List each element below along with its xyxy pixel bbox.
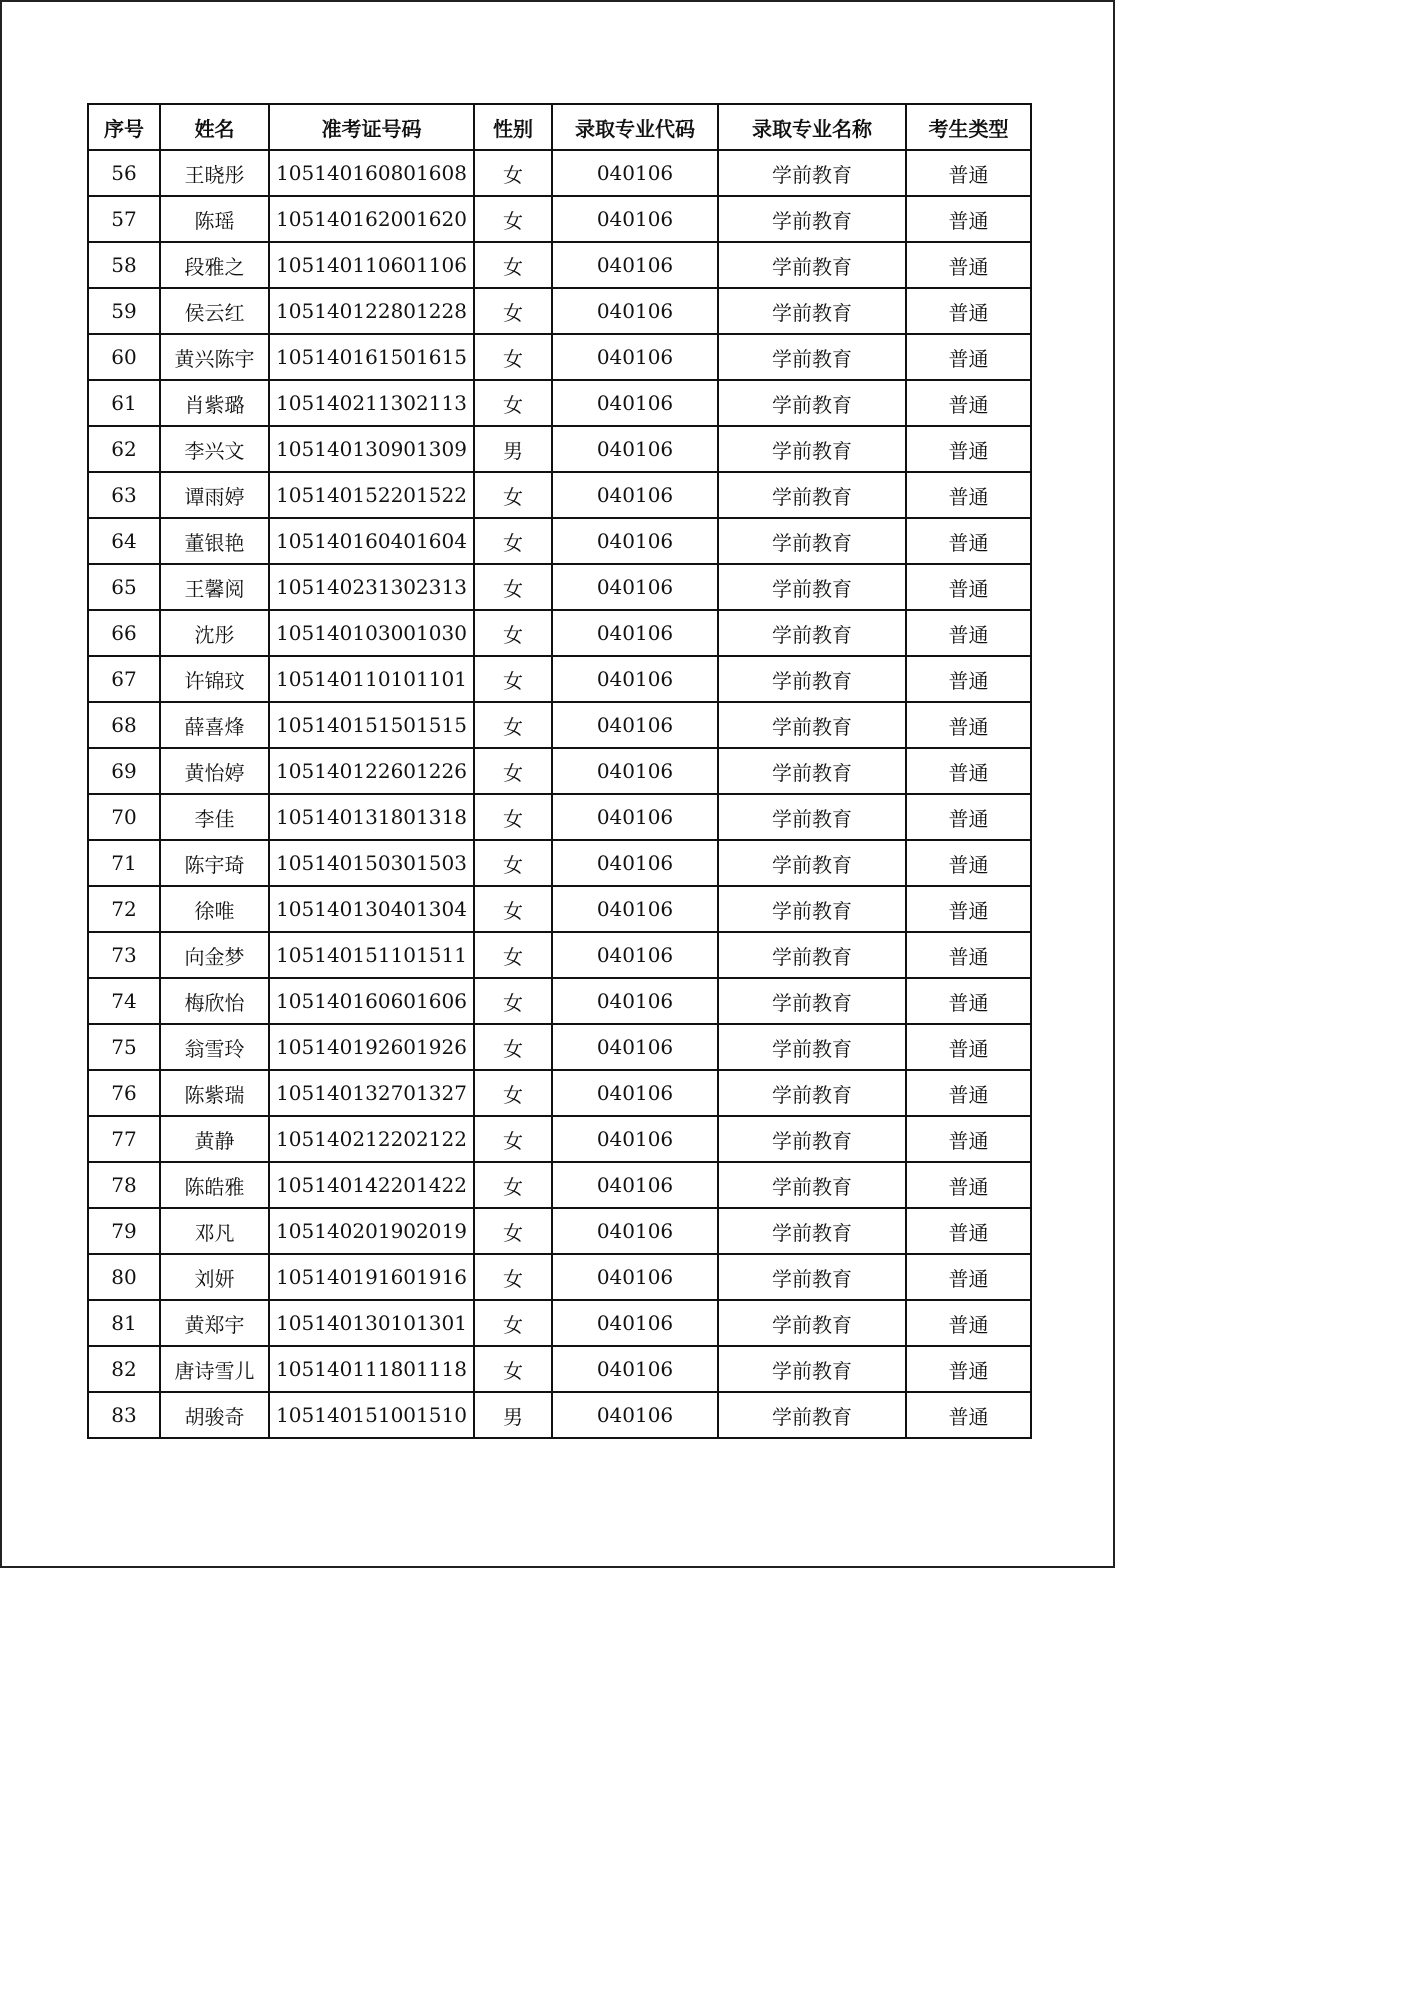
table-row — [88, 702, 1031, 748]
exam-ticket-number-cell: 105140132701327 — [269, 1070, 474, 1116]
candidate-type-cell: 普通 — [906, 978, 1031, 1024]
name-cell: 黄郑宇 — [160, 1300, 269, 1346]
exam-ticket-number-cell: 105140160601606 — [269, 978, 474, 1024]
major-name-cell: 学前教育 — [718, 242, 906, 288]
gender-cell: 女 — [474, 978, 552, 1024]
major-name-cell: 学前教育 — [718, 288, 906, 334]
admission-table — [87, 103, 1032, 1439]
name-cell: 董银艳 — [160, 518, 269, 564]
header-candidate-type: 考生类型 — [906, 104, 1031, 150]
major-name-cell: 学前教育 — [718, 196, 906, 242]
major-name-cell: 学前教育 — [718, 518, 906, 564]
major-name-cell: 学前教育 — [718, 702, 906, 748]
name-cell: 李兴文 — [160, 426, 269, 472]
major-code-cell: 040106 — [552, 748, 718, 794]
major-code-cell: 040106 — [552, 242, 718, 288]
candidate-type-cell: 普通 — [906, 610, 1031, 656]
serial-number-cell: 58 — [88, 242, 160, 288]
gender-cell: 女 — [474, 472, 552, 518]
major-name-cell: 学前教育 — [718, 610, 906, 656]
serial-number-cell: 73 — [88, 932, 160, 978]
serial-number-cell: 83 — [88, 1392, 160, 1438]
serial-number-cell: 65 — [88, 564, 160, 610]
serial-number-cell: 70 — [88, 794, 160, 840]
exam-ticket-number-cell: 105140160801608 — [269, 150, 474, 196]
exam-ticket-number-cell: 105140150301503 — [269, 840, 474, 886]
gender-cell: 女 — [474, 288, 552, 334]
name-cell: 陈紫瑞 — [160, 1070, 269, 1116]
serial-number-cell: 60 — [88, 334, 160, 380]
exam-ticket-number-cell: 105140161501615 — [269, 334, 474, 380]
table-row — [88, 840, 1031, 886]
serial-number-cell: 72 — [88, 886, 160, 932]
serial-number-cell: 66 — [88, 610, 160, 656]
major-name-cell: 学前教育 — [718, 1024, 906, 1070]
candidate-type-cell: 普通 — [906, 1392, 1031, 1438]
table-row — [88, 748, 1031, 794]
header-row — [88, 104, 1031, 150]
major-name-cell: 学前教育 — [718, 1346, 906, 1392]
header-name: 姓名 — [160, 104, 269, 150]
gender-cell: 女 — [474, 1300, 552, 1346]
major-name-cell: 学前教育 — [718, 150, 906, 196]
serial-number-cell: 81 — [88, 1300, 160, 1346]
gender-cell: 男 — [474, 1392, 552, 1438]
serial-number-cell: 79 — [88, 1208, 160, 1254]
candidate-type-cell: 普通 — [906, 426, 1031, 472]
exam-ticket-number-cell: 105140110101101 — [269, 656, 474, 702]
exam-ticket-number-cell: 105140122801228 — [269, 288, 474, 334]
major-code-cell: 040106 — [552, 1392, 718, 1438]
gender-cell: 女 — [474, 748, 552, 794]
serial-number-cell: 76 — [88, 1070, 160, 1116]
major-name-cell: 学前教育 — [718, 1392, 906, 1438]
exam-ticket-number-cell: 105140192601926 — [269, 1024, 474, 1070]
major-name-cell: 学前教育 — [718, 1300, 906, 1346]
candidate-type-cell: 普通 — [906, 242, 1031, 288]
gender-cell: 女 — [474, 380, 552, 426]
gender-cell: 女 — [474, 1254, 552, 1300]
candidate-type-cell: 普通 — [906, 702, 1031, 748]
serial-number-cell: 59 — [88, 288, 160, 334]
major-name-cell: 学前教育 — [718, 656, 906, 702]
exam-ticket-number-cell: 105140130401304 — [269, 886, 474, 932]
gender-cell: 女 — [474, 518, 552, 564]
exam-ticket-number-cell: 105140111801118 — [269, 1346, 474, 1392]
major-name-cell: 学前教育 — [718, 1162, 906, 1208]
major-code-cell: 040106 — [552, 288, 718, 334]
candidate-type-cell: 普通 — [906, 1116, 1031, 1162]
major-code-cell: 040106 — [552, 656, 718, 702]
candidate-type-cell: 普通 — [906, 748, 1031, 794]
name-cell: 肖紫璐 — [160, 380, 269, 426]
table-row — [88, 288, 1031, 334]
serial-number-cell: 67 — [88, 656, 160, 702]
name-cell: 谭雨婷 — [160, 472, 269, 518]
exam-ticket-number-cell: 105140151501515 — [269, 702, 474, 748]
exam-ticket-number-cell: 105140131801318 — [269, 794, 474, 840]
candidate-type-cell: 普通 — [906, 334, 1031, 380]
candidate-type-cell: 普通 — [906, 518, 1031, 564]
name-cell: 黄静 — [160, 1116, 269, 1162]
table-row — [88, 564, 1031, 610]
major-code-cell: 040106 — [552, 472, 718, 518]
gender-cell: 女 — [474, 1162, 552, 1208]
serial-number-cell: 56 — [88, 150, 160, 196]
gender-cell: 女 — [474, 242, 552, 288]
serial-number-cell: 68 — [88, 702, 160, 748]
table-row — [88, 656, 1031, 702]
major-code-cell: 040106 — [552, 1208, 718, 1254]
serial-number-cell: 82 — [88, 1346, 160, 1392]
major-name-cell: 学前教育 — [718, 1116, 906, 1162]
major-name-cell: 学前教育 — [718, 334, 906, 380]
name-cell: 王晓彤 — [160, 150, 269, 196]
table-row — [88, 794, 1031, 840]
exam-ticket-number-cell: 105140122601226 — [269, 748, 474, 794]
name-cell: 陈皓雅 — [160, 1162, 269, 1208]
exam-ticket-number-cell: 105140130101301 — [269, 1300, 474, 1346]
serial-number-cell: 57 — [88, 196, 160, 242]
exam-ticket-number-cell: 105140130901309 — [269, 426, 474, 472]
candidate-type-cell: 普通 — [906, 1024, 1031, 1070]
candidate-type-cell: 普通 — [906, 840, 1031, 886]
table-body — [88, 150, 1031, 1438]
major-name-cell: 学前教育 — [718, 1070, 906, 1116]
gender-cell: 女 — [474, 1208, 552, 1254]
serial-number-cell: 69 — [88, 748, 160, 794]
major-name-cell: 学前教育 — [718, 748, 906, 794]
major-name-cell: 学前教育 — [718, 932, 906, 978]
major-name-cell: 学前教育 — [718, 1254, 906, 1300]
candidate-type-cell: 普通 — [906, 196, 1031, 242]
table-row — [88, 1392, 1031, 1438]
major-name-cell: 学前教育 — [718, 978, 906, 1024]
name-cell: 唐诗雪儿 — [160, 1346, 269, 1392]
major-code-cell: 040106 — [552, 334, 718, 380]
name-cell: 陈瑶 — [160, 196, 269, 242]
exam-ticket-number-cell: 105140160401604 — [269, 518, 474, 564]
name-cell: 王馨阅 — [160, 564, 269, 610]
candidate-type-cell: 普通 — [906, 1162, 1031, 1208]
major-code-cell: 040106 — [552, 426, 718, 472]
gender-cell: 女 — [474, 610, 552, 656]
major-code-cell: 040106 — [552, 518, 718, 564]
candidate-type-cell: 普通 — [906, 288, 1031, 334]
candidate-type-cell: 普通 — [906, 380, 1031, 426]
major-code-cell: 040106 — [552, 1346, 718, 1392]
major-code-cell: 040106 — [552, 932, 718, 978]
gender-cell: 女 — [474, 794, 552, 840]
major-code-cell: 040106 — [552, 840, 718, 886]
serial-number-cell: 75 — [88, 1024, 160, 1070]
header-gender: 性别 — [474, 104, 552, 150]
candidate-type-cell: 普通 — [906, 564, 1031, 610]
name-cell: 许锦玟 — [160, 656, 269, 702]
table-row — [88, 334, 1031, 380]
exam-ticket-number-cell: 105140201902019 — [269, 1208, 474, 1254]
candidate-type-cell: 普通 — [906, 886, 1031, 932]
major-code-cell: 040106 — [552, 978, 718, 1024]
gender-cell: 女 — [474, 1070, 552, 1116]
candidate-type-cell: 普通 — [906, 932, 1031, 978]
major-code-cell: 040106 — [552, 564, 718, 610]
table-row — [88, 1300, 1031, 1346]
name-cell: 段雅之 — [160, 242, 269, 288]
major-code-cell: 040106 — [552, 1070, 718, 1116]
table-row — [88, 1208, 1031, 1254]
table-row — [88, 978, 1031, 1024]
exam-ticket-number-cell: 105140212202122 — [269, 1116, 474, 1162]
table-row — [88, 150, 1031, 196]
major-code-cell: 040106 — [552, 794, 718, 840]
name-cell: 刘妍 — [160, 1254, 269, 1300]
table-row — [88, 1162, 1031, 1208]
major-name-cell: 学前教育 — [718, 840, 906, 886]
header-major-name: 录取专业名称 — [718, 104, 906, 150]
major-name-cell: 学前教育 — [718, 794, 906, 840]
major-code-cell: 040106 — [552, 610, 718, 656]
gender-cell: 女 — [474, 1346, 552, 1392]
table-row — [88, 1346, 1031, 1392]
exam-ticket-number-cell: 105140151101511 — [269, 932, 474, 978]
major-name-cell: 学前教育 — [718, 564, 906, 610]
major-code-cell: 040106 — [552, 150, 718, 196]
exam-ticket-number-cell: 105140211302113 — [269, 380, 474, 426]
exam-ticket-number-cell: 105140231302313 — [269, 564, 474, 610]
table-row — [88, 886, 1031, 932]
name-cell: 翁雪玲 — [160, 1024, 269, 1070]
name-cell: 黄兴陈宇 — [160, 334, 269, 380]
exam-ticket-number-cell: 105140191601916 — [269, 1254, 474, 1300]
gender-cell: 女 — [474, 150, 552, 196]
exam-ticket-number-cell: 105140151001510 — [269, 1392, 474, 1438]
name-cell: 黄怡婷 — [160, 748, 269, 794]
major-name-cell: 学前教育 — [718, 1208, 906, 1254]
table-row — [88, 1024, 1031, 1070]
exam-ticket-number-cell: 105140142201422 — [269, 1162, 474, 1208]
header-major-code: 录取专业代码 — [552, 104, 718, 150]
table-row — [88, 196, 1031, 242]
serial-number-cell: 78 — [88, 1162, 160, 1208]
candidate-type-cell: 普通 — [906, 656, 1031, 702]
name-cell: 邓凡 — [160, 1208, 269, 1254]
candidate-type-cell: 普通 — [906, 472, 1031, 518]
table-row — [88, 242, 1031, 288]
table-row — [88, 1070, 1031, 1116]
name-cell: 沈彤 — [160, 610, 269, 656]
header-serial-number: 序号 — [88, 104, 160, 150]
major-name-cell: 学前教育 — [718, 380, 906, 426]
candidate-type-cell: 普通 — [906, 1300, 1031, 1346]
major-code-cell: 040106 — [552, 196, 718, 242]
name-cell: 侯云红 — [160, 288, 269, 334]
major-code-cell: 040106 — [552, 1254, 718, 1300]
name-cell: 薛喜烽 — [160, 702, 269, 748]
major-name-cell: 学前教育 — [718, 472, 906, 518]
major-code-cell: 040106 — [552, 886, 718, 932]
table-row — [88, 426, 1031, 472]
serial-number-cell: 77 — [88, 1116, 160, 1162]
major-code-cell: 040106 — [552, 380, 718, 426]
serial-number-cell: 74 — [88, 978, 160, 1024]
serial-number-cell: 64 — [88, 518, 160, 564]
gender-cell: 男 — [474, 426, 552, 472]
name-cell: 向金梦 — [160, 932, 269, 978]
header-exam-ticket-number: 准考证号码 — [269, 104, 474, 150]
serial-number-cell: 80 — [88, 1254, 160, 1300]
table-row — [88, 1116, 1031, 1162]
candidate-type-cell: 普通 — [906, 794, 1031, 840]
gender-cell: 女 — [474, 702, 552, 748]
exam-ticket-number-cell: 105140103001030 — [269, 610, 474, 656]
major-code-cell: 040106 — [552, 1300, 718, 1346]
exam-ticket-number-cell: 105140162001620 — [269, 196, 474, 242]
table-row — [88, 932, 1031, 978]
major-code-cell: 040106 — [552, 1116, 718, 1162]
gender-cell: 女 — [474, 1116, 552, 1162]
serial-number-cell: 62 — [88, 426, 160, 472]
name-cell: 李佳 — [160, 794, 269, 840]
major-name-cell: 学前教育 — [718, 886, 906, 932]
gender-cell: 女 — [474, 334, 552, 380]
name-cell: 陈宇琦 — [160, 840, 269, 886]
gender-cell: 女 — [474, 656, 552, 702]
table-row — [88, 380, 1031, 426]
gender-cell: 女 — [474, 196, 552, 242]
table-row — [88, 472, 1031, 518]
gender-cell: 女 — [474, 886, 552, 932]
table-row — [88, 610, 1031, 656]
major-code-cell: 040106 — [552, 702, 718, 748]
serial-number-cell: 71 — [88, 840, 160, 886]
candidate-type-cell: 普通 — [906, 1070, 1031, 1116]
candidate-type-cell: 普通 — [906, 1346, 1031, 1392]
name-cell: 徐唯 — [160, 886, 269, 932]
serial-number-cell: 63 — [88, 472, 160, 518]
major-code-cell: 040106 — [552, 1024, 718, 1070]
name-cell: 梅欣怡 — [160, 978, 269, 1024]
table-row — [88, 1254, 1031, 1300]
major-code-cell: 040106 — [552, 1162, 718, 1208]
serial-number-cell: 61 — [88, 380, 160, 426]
table-row — [88, 518, 1031, 564]
table-header — [88, 104, 1031, 150]
gender-cell: 女 — [474, 564, 552, 610]
gender-cell: 女 — [474, 932, 552, 978]
name-cell: 胡骏奇 — [160, 1392, 269, 1438]
candidate-type-cell: 普通 — [906, 1208, 1031, 1254]
gender-cell: 女 — [474, 840, 552, 886]
candidate-type-cell: 普通 — [906, 1254, 1031, 1300]
exam-ticket-number-cell: 105140152201522 — [269, 472, 474, 518]
major-name-cell: 学前教育 — [718, 426, 906, 472]
exam-ticket-number-cell: 105140110601106 — [269, 242, 474, 288]
candidate-type-cell: 普通 — [906, 150, 1031, 196]
gender-cell: 女 — [474, 1024, 552, 1070]
